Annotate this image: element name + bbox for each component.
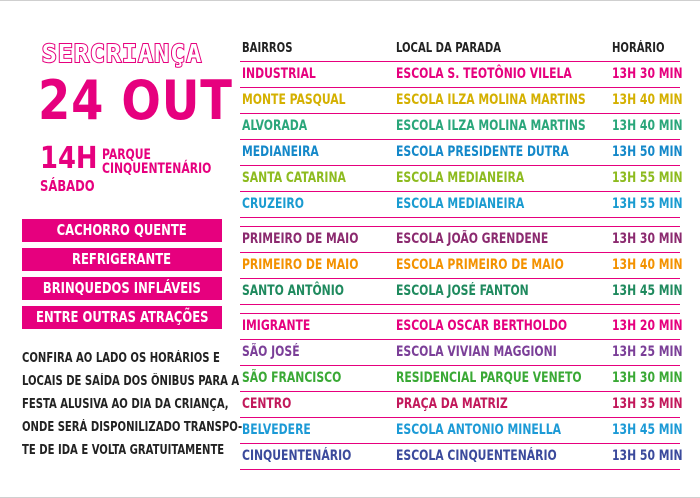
event-time: 14H bbox=[40, 141, 98, 176]
local-cell: ESCOLA S. TEOTÔNIO VILELA bbox=[396, 66, 572, 82]
info-line: ONDE SERÁ DISPONILIZADO TRANSPO- bbox=[22, 420, 243, 435]
horario-cell: 13H 20 MIN bbox=[612, 318, 683, 334]
table-row bbox=[240, 392, 683, 418]
bairro-cell: PRIMEIRO DE MAIO bbox=[242, 231, 359, 247]
horario-cell: 13H 25 MIN bbox=[612, 344, 683, 360]
horario-cell: 13H 30 MIN bbox=[612, 370, 683, 386]
bairro-cell: MONTE PASQUAL bbox=[242, 92, 346, 108]
horario-cell: 13H 55 MIN bbox=[612, 196, 683, 212]
top-divider bbox=[0, 0, 700, 1]
attractions-list bbox=[22, 219, 222, 335]
bairro-cell: SÃO JOSÉ bbox=[242, 344, 300, 360]
logo bbox=[28, 38, 216, 68]
local-cell: ESCOLA MEDIANEIRA bbox=[396, 170, 525, 186]
table-row bbox=[240, 192, 683, 218]
horario-cell: 13H 50 MIN bbox=[612, 144, 683, 160]
group-separator bbox=[240, 218, 680, 227]
schedule-table bbox=[240, 36, 683, 470]
table-row bbox=[240, 418, 683, 444]
attraction-item: REFRIGERANTE bbox=[22, 248, 222, 271]
bairro-cell: PRIMEIRO DE MAIO bbox=[242, 257, 359, 273]
bairro-cell: BELVEDERE bbox=[242, 422, 311, 438]
attraction-item: CACHORRO QUENTE bbox=[22, 219, 222, 242]
local-cell: PRAÇA DA MATRIZ bbox=[396, 396, 508, 412]
table-row bbox=[240, 444, 683, 470]
table-row bbox=[240, 140, 683, 166]
table-row bbox=[240, 114, 683, 140]
table-row bbox=[240, 253, 683, 279]
info-line: LOCAIS DE SAÍDA DOS ÔNIBUS PARA A bbox=[22, 374, 240, 389]
horario-cell: 13H 40 MIN bbox=[612, 118, 683, 134]
local-cell: ESCOLA PRIMEIRO DE MAIO bbox=[396, 257, 564, 273]
bairro-cell: CENTRO bbox=[242, 396, 292, 412]
event-day: SÁBADO bbox=[40, 177, 95, 195]
table-row bbox=[240, 227, 683, 253]
bairro-cell: CINQUENTENÁRIO bbox=[242, 448, 352, 464]
table-row bbox=[240, 366, 683, 392]
header-horario: HORÁRIO bbox=[612, 41, 665, 56]
horario-cell: 13H 55 MIN bbox=[612, 170, 683, 186]
horario-cell: 13H 40 MIN bbox=[612, 257, 683, 273]
event-place-line1: PARQUE bbox=[102, 147, 151, 163]
local-cell: ESCOLA MEDIANEIRA bbox=[396, 196, 525, 212]
event-place bbox=[102, 148, 211, 176]
horario-cell: 13H 50 MIN bbox=[612, 448, 683, 464]
local-cell: ESCOLA ANTONIO MINELLA bbox=[396, 422, 561, 438]
horario-cell: 13H 40 MIN bbox=[612, 92, 683, 108]
horario-cell: 13H 45 MIN bbox=[612, 422, 683, 438]
local-cell: ESCOLA CINQUENTENÁRIO bbox=[396, 448, 557, 464]
header-bairros: BAIRROS bbox=[242, 41, 293, 56]
local-cell: RESIDENCIAL PARQUE VENETO bbox=[396, 370, 582, 386]
logo-text: SERCRIANÇA bbox=[41, 38, 203, 68]
bairro-cell: MEDIANEIRA bbox=[242, 144, 319, 160]
table-body bbox=[240, 62, 683, 470]
bairro-cell: INDUSTRIAL bbox=[242, 66, 316, 82]
bairro-cell: ALVORADA bbox=[242, 118, 308, 134]
horario-cell: 13H 30 MIN bbox=[612, 231, 683, 247]
group-separator bbox=[240, 305, 680, 314]
local-cell: ESCOLA JOSÉ FANTON bbox=[396, 283, 529, 299]
info-text bbox=[22, 347, 243, 462]
table-row bbox=[240, 166, 683, 192]
local-cell: ESCOLA OSCAR BERTHOLDO bbox=[396, 318, 568, 334]
table-row bbox=[240, 88, 683, 114]
event-date: 24 OUT bbox=[38, 69, 233, 132]
table-header bbox=[240, 36, 680, 62]
attraction-item: ENTRE OUTRAS ATRAÇÕES bbox=[22, 306, 222, 329]
table-row bbox=[240, 279, 683, 305]
local-cell: ESCOLA PRESIDENTE DUTRA bbox=[396, 144, 569, 160]
table-row bbox=[240, 62, 683, 88]
info-line: CONFIRA AO LADO OS HORÁRIOS E bbox=[22, 351, 220, 366]
horario-cell: 13H 35 MIN bbox=[612, 396, 683, 412]
header-local: LOCAL DA PARADA bbox=[396, 41, 502, 56]
bairro-cell: SANTO ANTÔNIO bbox=[242, 283, 344, 299]
info-line: TE DE IDA E VOLTA GRATUITAMENTE bbox=[22, 443, 225, 458]
local-cell: ESCOLA ILZA MOLINA MARTINS bbox=[396, 118, 586, 134]
horario-cell: 13H 45 MIN bbox=[612, 283, 683, 299]
info-line: FESTA ALUSIVA AO DIA DA CRIANÇA, bbox=[22, 397, 229, 412]
attraction-item: BRINQUEDOS INFLÁVEIS bbox=[22, 277, 222, 300]
horario-cell: 13H 30 MIN bbox=[612, 66, 683, 82]
local-cell: ESCOLA ILZA MOLINA MARTINS bbox=[396, 92, 586, 108]
table-row bbox=[240, 340, 683, 366]
bairro-cell: CRUZEIRO bbox=[242, 196, 304, 212]
bairro-cell: IMIGRANTE bbox=[242, 318, 311, 334]
event-place-line2: CINQUENTENÁRIO bbox=[102, 161, 212, 177]
local-cell: ESCOLA JOÃO GRENDENE bbox=[396, 231, 549, 247]
local-cell: ESCOLA VIVIAN MAGGIONI bbox=[396, 344, 557, 360]
bairro-cell: SANTA CATARINA bbox=[242, 170, 346, 186]
bairro-cell: SÃO FRANCISCO bbox=[242, 370, 342, 386]
table-row bbox=[240, 314, 683, 340]
